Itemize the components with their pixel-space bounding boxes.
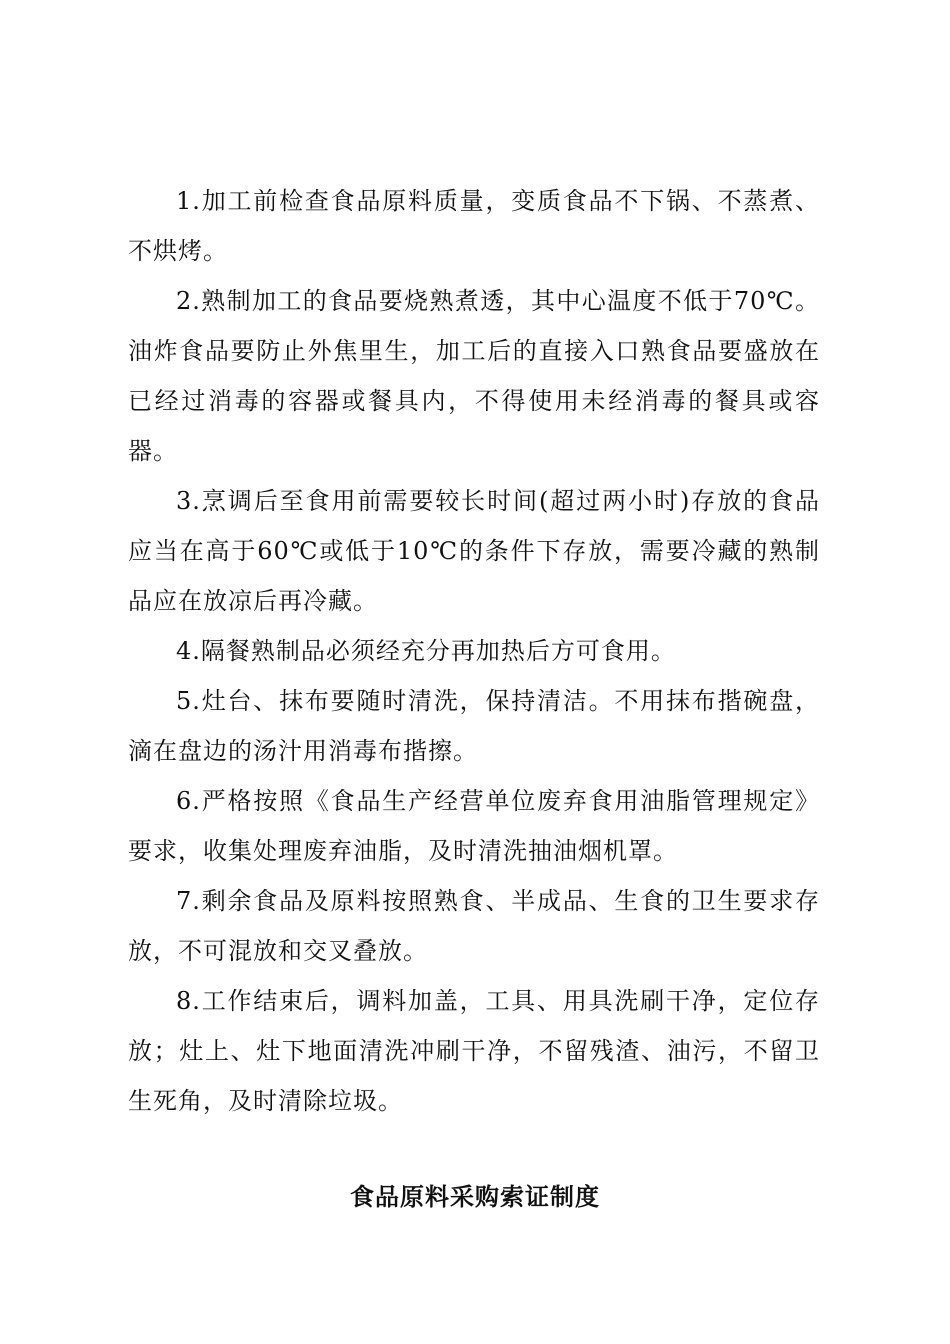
rule-paragraph-3: 3.烹调后至食用前需要较长时间(超过两小时)存放的食品应当在高于60℃或低于10℃的条件下存放，需要冷藏的熟制品应在放凉后再冷藏。 (128, 487, 820, 615)
section-title: 食品原料采购索证制度 (350, 1183, 600, 1211)
rule-paragraph-4: 4.隔餐熟制品必须经充分再加热后方可食用。 (176, 637, 676, 665)
rule-paragraph-6: 6.严格按照《食品生产经营单位废弃食用油脂管理规定》要求，收集处理废弃油脂，及时清洗抽油烟机罩。 (128, 787, 820, 865)
rule-paragraph-5: 5.灶台、抹布要随时清洗，保持清洁。不用抹布揩碗盘，滴在盘边的汤汁用消毒布揩擦。 (128, 687, 820, 765)
rule-paragraph-8: 8.工作结束后，调料加盖，工具、用具洗刷干净，定位存放；灶上、灶下地面清洗冲刷干净，不留残渣、油污，不留卫生死角，及时清除垃圾。 (128, 987, 820, 1115)
rules-list (128, 176, 820, 1126)
rule-paragraph-7: 7.剩余食品及原料按照熟食、半成品、生食的卫生要求存放，不可混放和交叉叠放。 (128, 887, 820, 965)
rule-paragraph-1: 1.加工前检查食品原料质量，变质食品不下锅、不蒸煮、不烘烤。 (128, 187, 820, 265)
rule-paragraph-2: 2.熟制加工的食品要烧熟煮透，其中心温度不低于70℃。油炸食品要防止外焦里生，加工后的直接入口熟食品要盛放在已经过消毒的容器或餐具内，不得使用未经消毒的餐具或容器。 (128, 287, 820, 465)
